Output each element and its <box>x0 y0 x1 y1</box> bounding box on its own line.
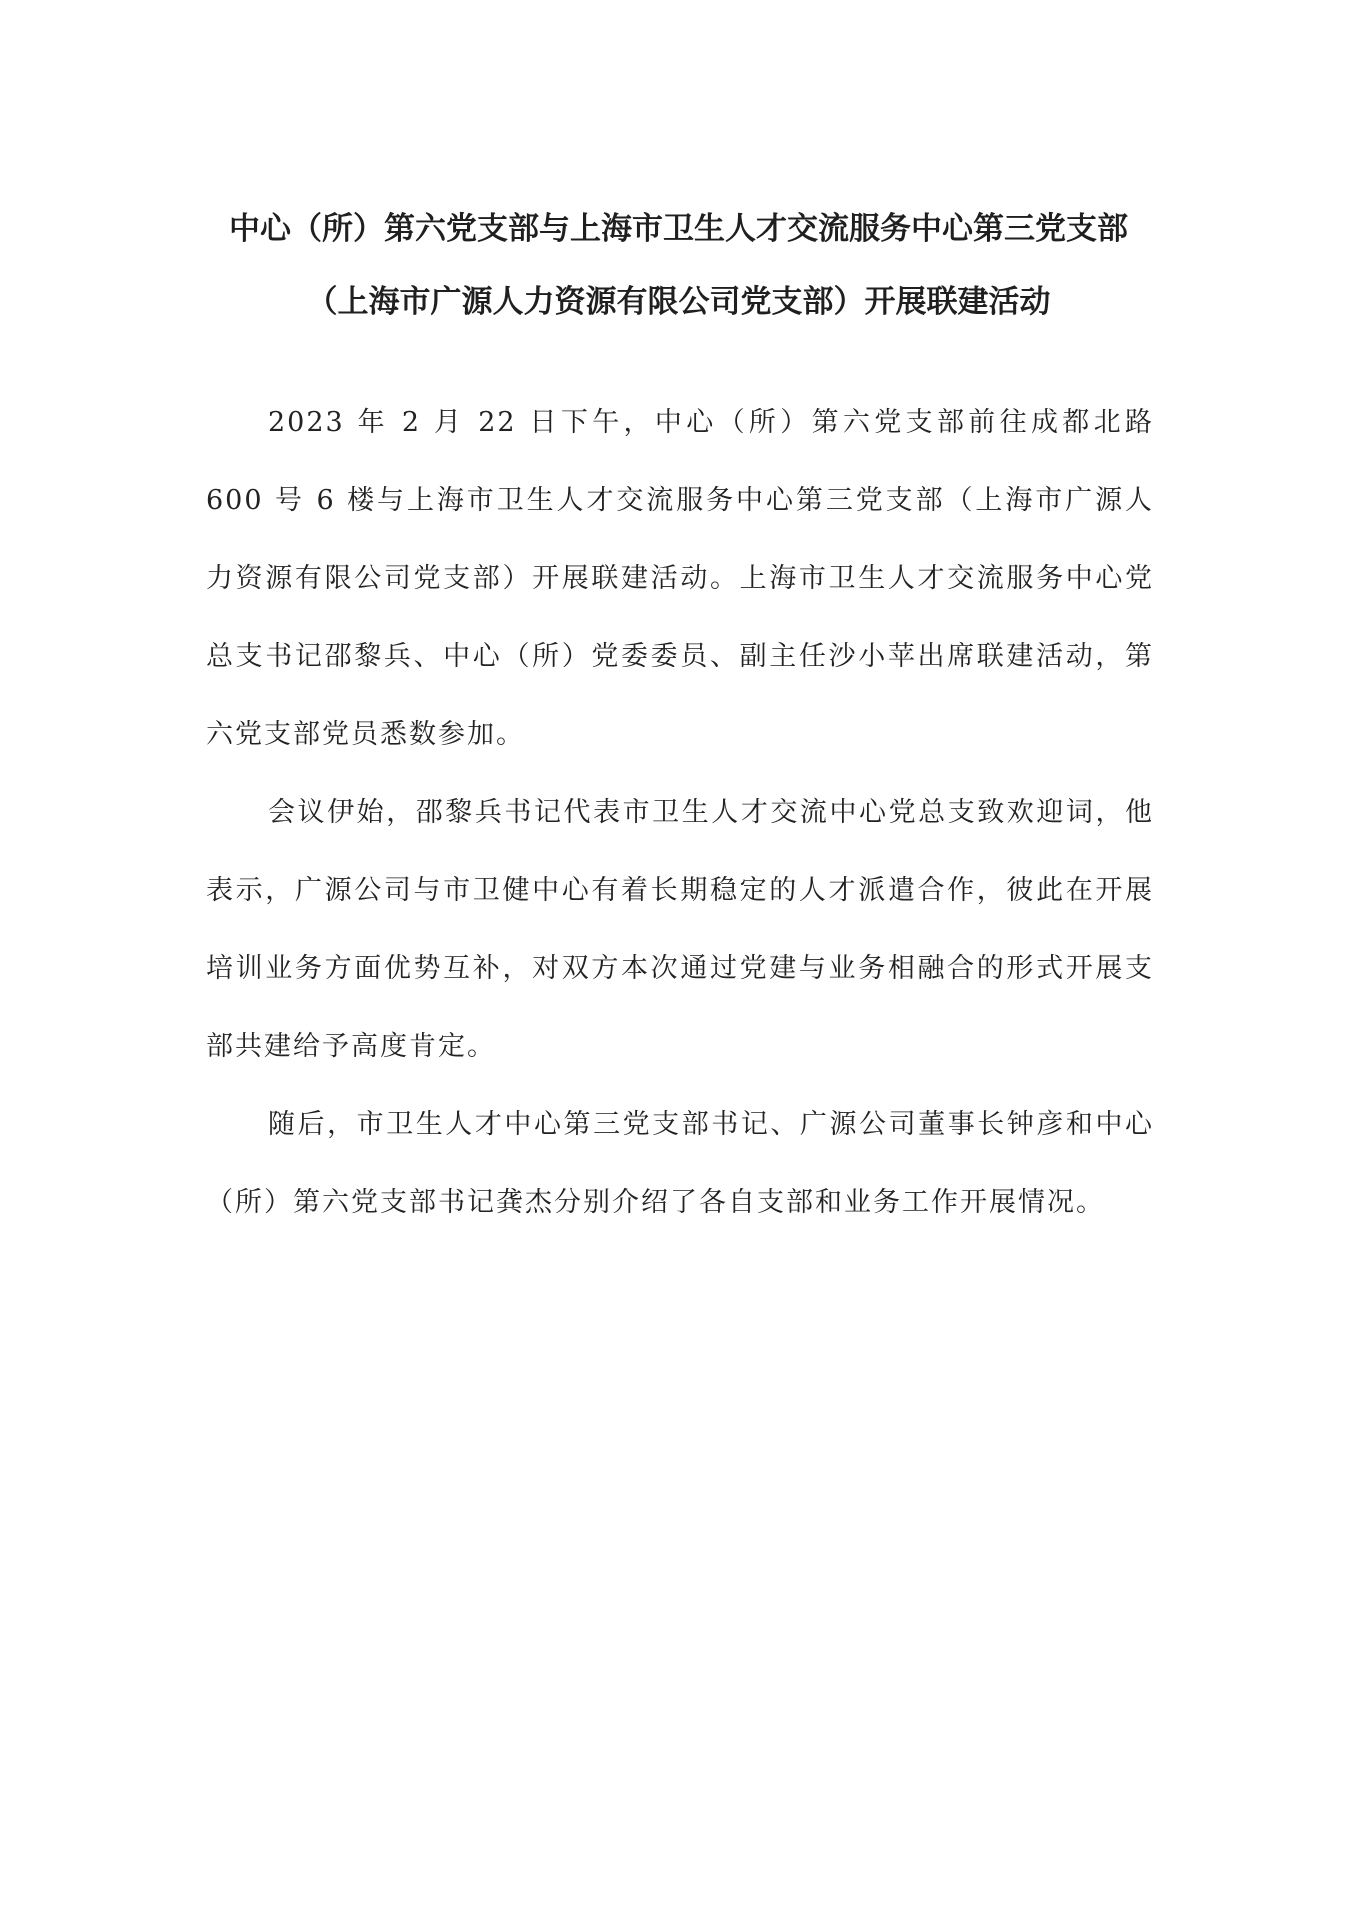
title-line-2: （上海市广源人力资源有限公司党支部）开展联建活动 <box>306 283 1051 320</box>
paragraph-1: 2023 年 2 月 22 日下午，中心（所）第六党支部前往成都北路 600 号 6 楼与上海市卫生人才交流服务中心第三党支部（上海市广源人力资源有限公司党支部）开展联建活动。上海市卫生人才交流服务中心党总支书记邵黎兵、中心（所）党委委员、副主任沙小苹出席联建活动，第六党支部党员悉数参加。 <box>206 407 1154 750</box>
paragraph-3: 随后，市卫生人才中心第三党支部书记、广源公司董事长钟彦和中心（所）第六党支部书记龚杰分别介绍了各自支部和业务工作开展情况。 <box>206 1109 1154 1218</box>
document-title <box>150 193 1207 339</box>
paragraph-2: 会议伊始，邵黎兵书记代表市卫生人才交流中心党总支致欢迎词，他表示，广源公司与市卫健中心有着长期稳定的人才派遣合作，彼此在开展培训业务方面优势互补，对双方本次通过党建与业务相融合的形式开展支部共建给予高度肯定。 <box>206 797 1154 1062</box>
document-body <box>206 384 1154 1242</box>
title-line-1: 中心（所）第六党支部与上海市卫生人才交流服务中心第三党支部 <box>229 210 1128 247</box>
